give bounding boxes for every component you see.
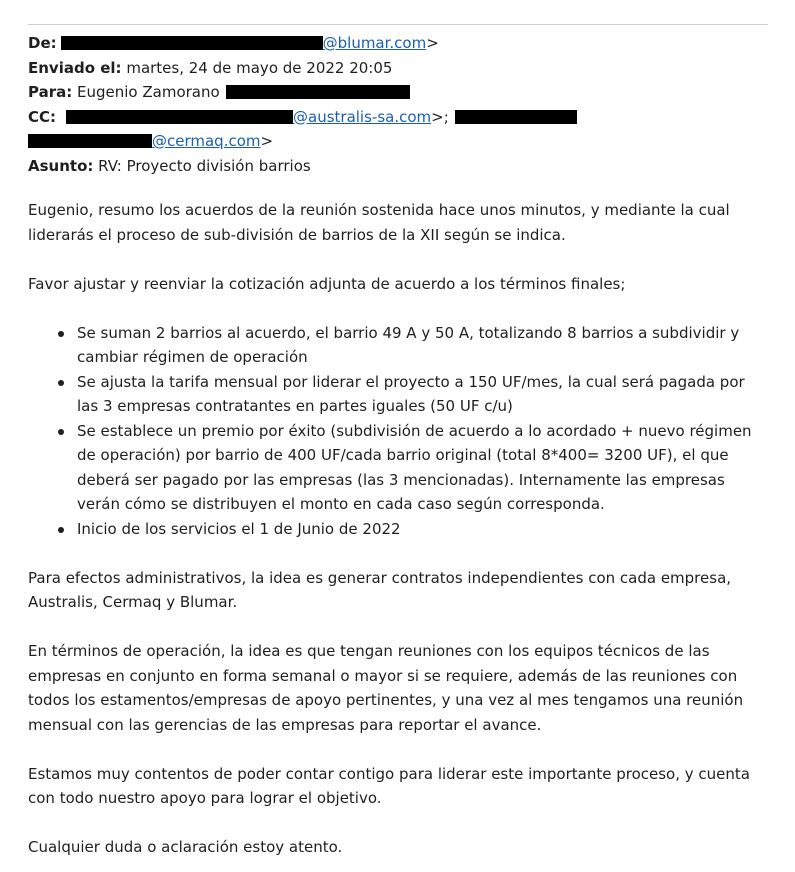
email-header	[28, 31, 768, 178]
from-email-link[interactable]: @blumar.com	[322, 34, 427, 52]
bullet-icon	[58, 331, 64, 337]
redacted-cc-name-2-cont	[28, 134, 152, 148]
list-item	[77, 419, 767, 517]
paragraph-administrative: Para efectos administrativos, la idea es generar contratos independientes con cada empresa, Australis, Cermaq y Blumar.	[28, 568, 732, 611]
bullet-icon	[58, 527, 64, 533]
redacted-cc-name-1	[66, 110, 293, 124]
list-item-text: Se ajusta la tarifa mensual por liderar el proyecto a 150 UF/mes, la cual será pagada por las 3 empresas contratantes en partes iguales (50 UF c/u)	[77, 372, 745, 415]
terms-list	[28, 321, 768, 542]
bullet-icon	[58, 380, 64, 386]
from-line	[28, 31, 768, 56]
list-item-text: Inicio de los servicios el 1 de Junio de 2022	[77, 519, 401, 538]
cc-separator: >;	[431, 107, 449, 126]
to-line	[28, 80, 768, 105]
cc-label: CC:	[28, 107, 57, 126]
sent-line	[28, 56, 768, 81]
cc-line-cont	[28, 129, 768, 154]
paragraph-support: Estamos muy contentos de poder contar contigo para liderar este importante proceso, y cuenta con todo nuestro apoyo para lograr el objetivo.	[28, 764, 750, 807]
from-close: >	[426, 34, 439, 52]
subject-value: RV: Proyecto división barrios	[98, 156, 311, 175]
subject-label: Asunto:	[28, 156, 94, 175]
list-item	[77, 321, 767, 370]
sent-label: Enviado el:	[28, 58, 122, 77]
list-item-text: Se suman 2 barrios al acuerdo, el barrio 49 A y 50 A, totalizando 8 barrios a subdividir y cambiar régimen de operación	[77, 323, 740, 366]
from-label: De:	[28, 34, 57, 52]
header-divider	[28, 24, 768, 25]
to-value: Eugenio Zamorano	[77, 83, 220, 101]
paragraph-operation: En términos de operación, la idea es que tengan reuniones con los equipos técnicos de las empresas en conjunto en forma semanal o mayor si se requiere, además de las reuniones con todos los estamentos/empresas de apoyo pertinentes, y una vez al mes tengamos una reunión mensual con las gerencias de las empresas para reportar el avance.	[28, 642, 744, 734]
list-item	[77, 517, 767, 542]
list-item	[77, 370, 767, 419]
bullet-icon	[58, 429, 64, 435]
list-item-text: Se establece un premio por éxito (subdivisión de acuerdo a lo acordado + nuevo régimen de operación) por barrio de 400 UF/cada barrio original (total 8*400= 3200 UF), el que deberá ser pagado por las empresas (las 3 mencionadas). Internamente las empresas verán cómo se distribuyen el monto en cada caso según corresponda.	[77, 421, 752, 513]
to-label: Para:	[28, 83, 73, 101]
redacted-cc-name-2	[455, 110, 577, 124]
paragraph-intro: Eugenio, resumo los acuerdos de la reunión sostenida hace unos minutos, y mediante la cual liderarás el proceso de sub-división de barrios de la XII según se indica.	[28, 201, 730, 244]
cc-close: >	[260, 132, 274, 150]
cc-line	[28, 105, 768, 130]
sent-value: martes, 24 de mayo de 2022 20:05	[126, 58, 393, 77]
email-body	[28, 198, 768, 860]
subject-line	[28, 154, 768, 179]
paragraph-closing: Cualquier duda o aclaración estoy atento.	[28, 838, 343, 856]
cc-email-link-2[interactable]: @cermaq.com	[152, 132, 261, 150]
paragraph-request: Favor ajustar y reenviar la cotización adjunta de acuerdo a los términos finales;	[28, 274, 626, 293]
redacted-from-name	[61, 36, 323, 50]
cc-email-link-1[interactable]: @australis-sa.com	[293, 107, 432, 126]
redacted-to-email	[226, 85, 410, 99]
